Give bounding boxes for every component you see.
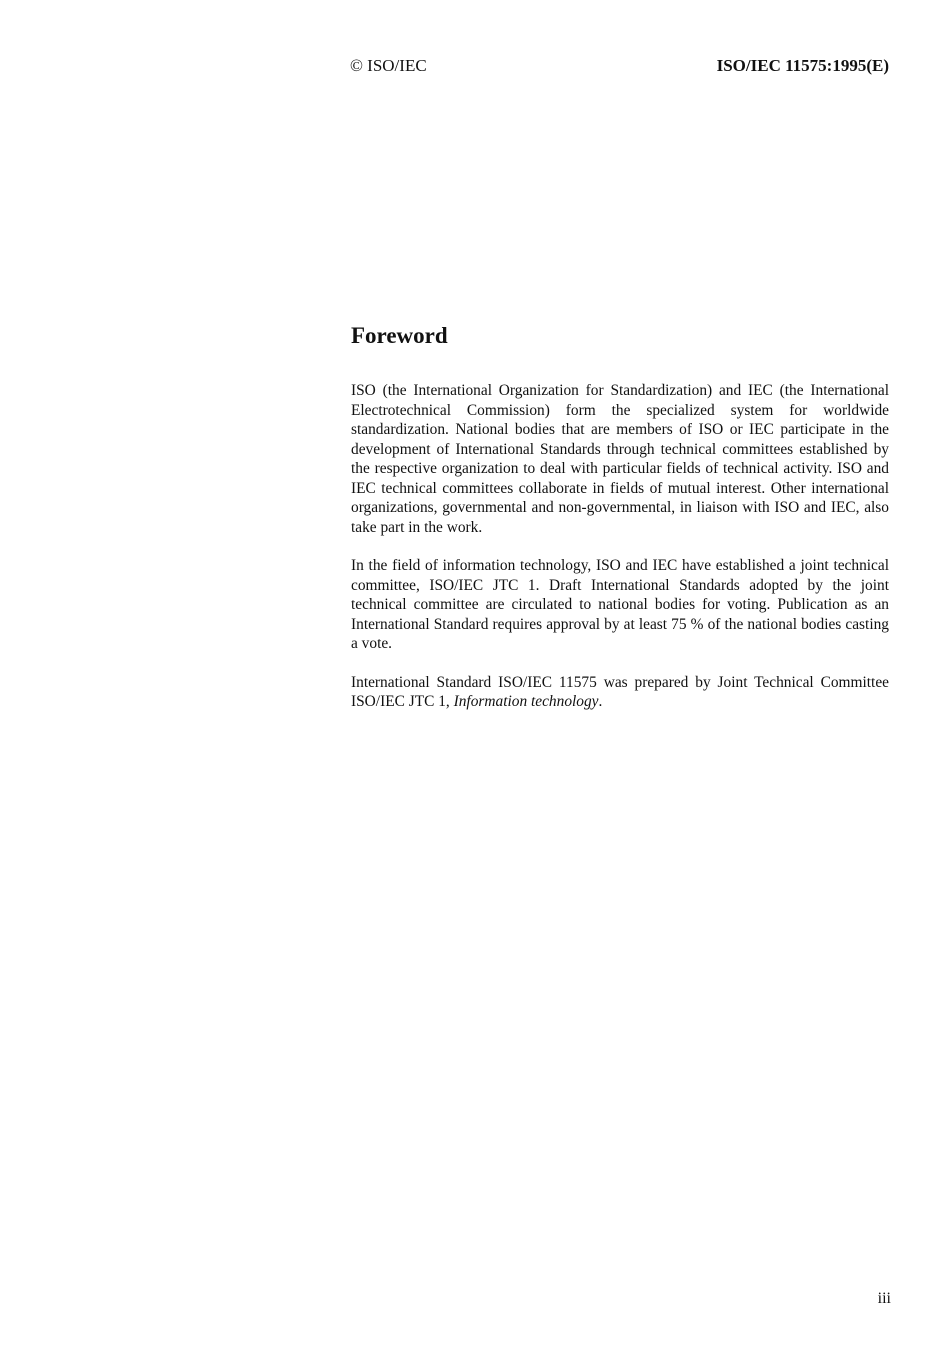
foreword-paragraph-2: In the field of information technology, ISO and IEC have established a joint technical committee, ISO/IEC JTC 1. Draft International Standards adopted by the joint technical committee are circulated to national bodies for voting. Publication as an International Standard requires approval by at least 75 % of the national bodies casting a vote. xyxy=(351,557,889,652)
foreword-paragraph-3 xyxy=(351,673,889,712)
foreword-section xyxy=(351,321,889,731)
foreword-paragraph-3-text: International Standard ISO/IEC 11575 was prepared by Joint Technical Committee ISO/IEC JTC 1, xyxy=(351,673,889,710)
foreword-paragraph-1: ISO (the International Organization for Standardization) and IEC (the International Electrotechnical Commission) form the specialized system for worldwide standardization. National bodies that are members of ISO or IEC participate in the development of International Standards through technical committees established by the respective organization to deal with particular fields of technical activity. ISO and IEC technical committees collaborate in fields of mutual interest. Other international organizations, governmental and non-governmental, in liaison with ISO and IEC, also take part in the work. xyxy=(351,382,889,536)
header-document-id: ISO/IEC 11575:1995(E) xyxy=(716,56,889,75)
foreword-paragraph-3-end: . xyxy=(598,693,603,710)
page-number: iii xyxy=(877,1290,891,1307)
committee-name: Information technology xyxy=(453,693,599,710)
header-copyright: © ISO/IEC xyxy=(350,56,427,75)
foreword-title: Foreword xyxy=(351,323,448,348)
